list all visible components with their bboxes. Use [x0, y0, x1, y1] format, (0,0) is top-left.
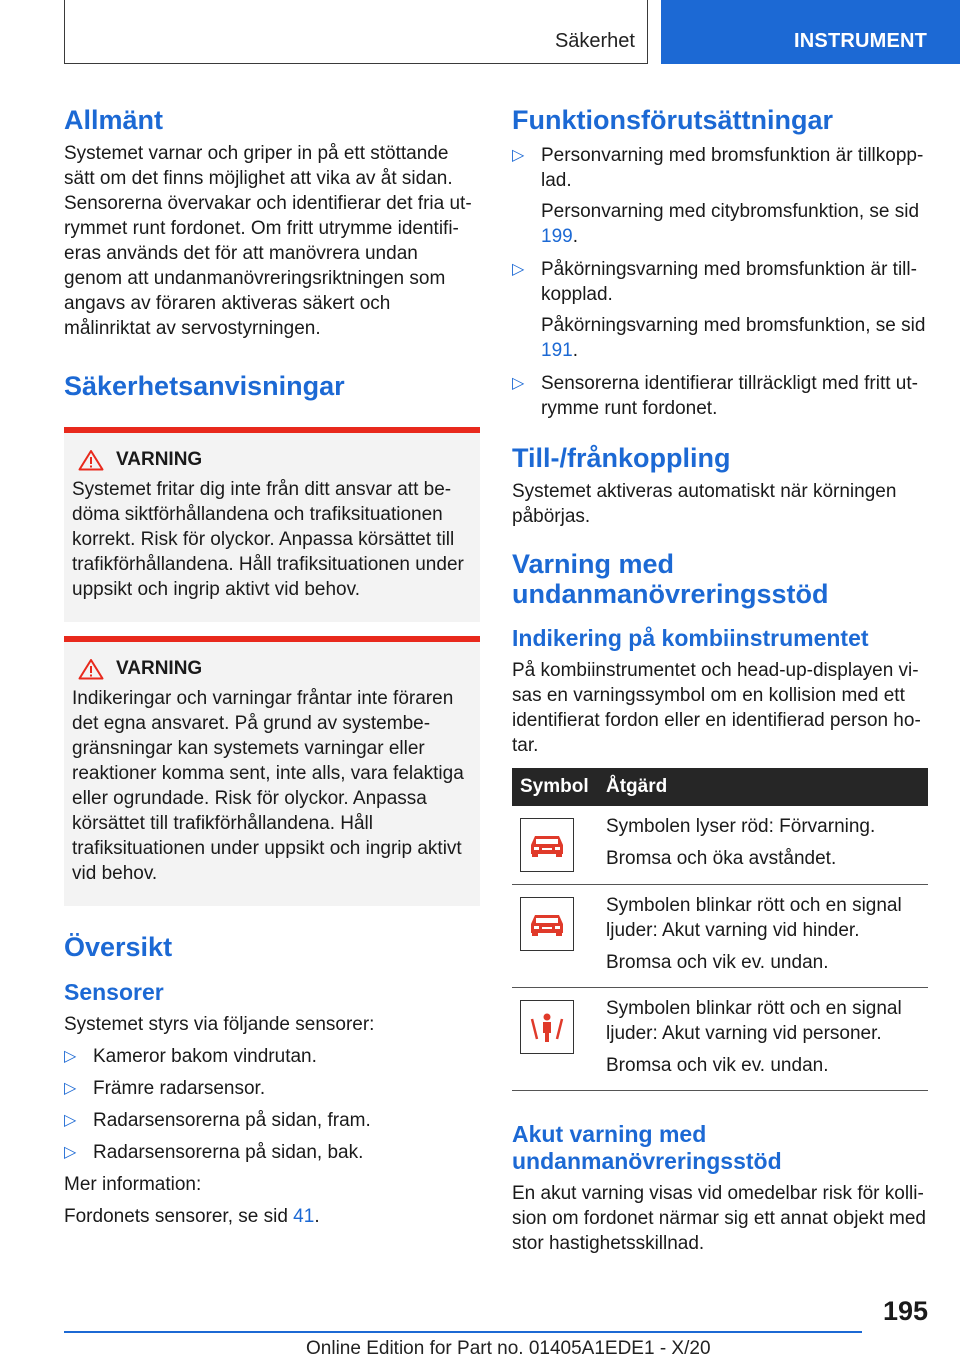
- heading-funktionsforutsattningar: Funktionsförutsättningar: [512, 105, 833, 135]
- row-text-2: Bromsa och vik ev. undan.: [606, 952, 829, 973]
- warning-triangle-icon: [78, 658, 104, 680]
- footer-edition: Online Edition for Part no. 01405A1EDE1 - X/20: [306, 1338, 711, 1359]
- tab-instrument[interactable]: [661, 0, 960, 64]
- table-row: [512, 885, 928, 988]
- row-text-1: Symbolen blinkar rött och en signal ljuder: Akut varning vid hinder.: [606, 895, 902, 941]
- more-info-label: Mer information:: [64, 1174, 202, 1195]
- tab-instrument-label: INSTRUMENT: [794, 30, 928, 52]
- sensor-list: [64, 1044, 480, 1165]
- heading-oversikt: Översikt: [64, 932, 173, 962]
- footer-divider: [64, 1331, 862, 1333]
- till-text: Systemet aktiveras automatiskt när körningen påbörjas.: [512, 481, 897, 527]
- list-item: ▷ Radarsensorerna på sidan, fram.: [64, 1110, 371, 1131]
- table-header-row: [512, 768, 928, 806]
- indikering-text: På kombiinstrumentet och head-up-displayen visas en varningssymbol om en kollision med ett identifierat fordon eller en identifierad person hotar.: [512, 660, 921, 756]
- list-item: ▷ Främre radarsensor.: [64, 1078, 266, 1099]
- triangle-bullet-icon: ▷: [512, 261, 525, 278]
- row-text-2: Bromsa och öka avståndet.: [606, 848, 837, 869]
- triangle-bullet-icon: ▷: [512, 147, 525, 164]
- page-link-41[interactable]: 41: [293, 1206, 315, 1227]
- header-section-box: [64, 0, 648, 64]
- warning-title-1: [72, 447, 472, 473]
- left-column: [64, 100, 480, 1229]
- heading-akut-varning: Akut varning med undanmanövreringsstöd: [512, 1121, 782, 1174]
- sensorer-intro: Systemet styrs via följande sensorer:: [64, 1014, 375, 1035]
- akut-text: En akut varning visas vid omedelbar risk för kollision om fordonet närmar sig ett annat objekt med stor hastighetsskillnad.: [512, 1183, 927, 1254]
- triangle-bullet-icon: ▷: [64, 1112, 77, 1129]
- triangle-bullet-icon: ▷: [64, 1144, 77, 1161]
- triangle-bullet-icon: ▷: [64, 1048, 77, 1065]
- row-text-1: Symbolen lyser röd: Förvarning.: [606, 816, 876, 837]
- warning-triangle-icon: [78, 449, 104, 471]
- row-text-1: Symbolen blinkar rött och en signal ljuder: Akut varning vid personer.: [606, 998, 902, 1044]
- symbol-table: [512, 768, 928, 1091]
- condition-subtext: Påkörningsvarning med bromsfunktion, se sid 191.: [541, 315, 926, 361]
- warning-title-2: [72, 656, 472, 682]
- allmant-text: Systemet varnar och griper in på ett stöttande sätt om det finns möjlighet att vika av åt sidan. Sensorerna övervakar och identifierar det fria utrymmet runt fordonet. Om fritt utrymme identifieras används det för att manövrera undan genom att undanmanövreringsriktningen som angavs av föraren aktiveras säkert och målinriktat av servostyrningen.: [64, 143, 472, 339]
- heading-indikering: Indikering på kombiinstrumentet: [512, 625, 869, 651]
- page-link-191[interactable]: 191: [541, 340, 573, 361]
- table-header-symbol: Symbol: [512, 768, 598, 806]
- header-section-title: Säkerhet: [554, 30, 635, 52]
- list-item: ▷ Påkörningsvarning med bromsfunktion är tillkopplad. Påkörningsvarning med bromsfunktion, se sid 191.: [512, 257, 928, 363]
- heading-till-frankoppling: Till-/frånkoppling: [512, 443, 731, 473]
- sensor-reference: Fordonets sensorer, se sid 41.: [64, 1206, 320, 1227]
- triangle-bullet-icon: ▷: [64, 1080, 77, 1097]
- heading-sakerhetsanvisningar: Säkerhetsanvisningar: [64, 371, 345, 401]
- heading-sensorer: Sensorer: [64, 979, 164, 1005]
- warning-title-1-text: VARNING: [116, 449, 203, 470]
- warning-text-1: Systemet fritar dig inte från ditt ansvar att bedöma siktförhållandena och trafiksituationen korrekt. Risk för olyckor. Anpassa körsättet till trafikförhållandena. Håll trafiksituationen under uppsikt och ingrip aktivt vid behov.: [72, 479, 464, 600]
- page-link-199[interactable]: 199: [541, 226, 573, 247]
- heading-allmant: Allmänt: [64, 105, 164, 135]
- warning-text-2: Indikeringar och varningar fråntar inte föraren det egna ansvaret. På grund av systembegränsningar kan systemets varningar eller reaktioner komma sent, inte alls, vara felaktiga eller ogrundade. Risk för olyckor. Anpassa körsättet till trafikförhållandena. Håll trafiksituationen under uppsikt och ingrip aktivt vid behov.: [72, 688, 464, 884]
- table-header-atgard: Åtgärd: [598, 768, 928, 806]
- person-warning-icon: [520, 1000, 574, 1054]
- car-warning-icon: [520, 818, 574, 872]
- condition-subtext: Personvarning med citybromsfunktion, se sid 199.: [541, 201, 920, 247]
- heading-varning-med-undanmanovreringsstod: Varning med undanmanövreringsstöd: [512, 549, 829, 609]
- list-item: ▷ Personvarning med bromsfunktion är tillkopplad. Personvarning med citybromsfunktion, se sid 199.: [512, 143, 928, 249]
- table-row: [512, 988, 928, 1091]
- right-column: [512, 100, 928, 1256]
- list-item: ▷ Kameror bakom vindrutan.: [64, 1046, 317, 1067]
- table-row: [512, 806, 928, 885]
- triangle-bullet-icon: ▷: [512, 375, 525, 392]
- list-item: ▷ Sensorerna identifierar tillräckligt med fritt utrymme runt fordonet.: [512, 373, 918, 419]
- list-item: ▷ Radarsensorerna på sidan, bak.: [64, 1142, 364, 1163]
- condition-list: [512, 143, 928, 421]
- warning-box-2: [64, 636, 480, 906]
- row-text-2: Bromsa och vik ev. undan.: [606, 1055, 829, 1076]
- car-warning-icon: [520, 897, 574, 951]
- warning-box-1: [64, 427, 480, 622]
- warning-title-2-text: VARNING: [116, 658, 203, 679]
- page-number: 195: [882, 1296, 928, 1326]
